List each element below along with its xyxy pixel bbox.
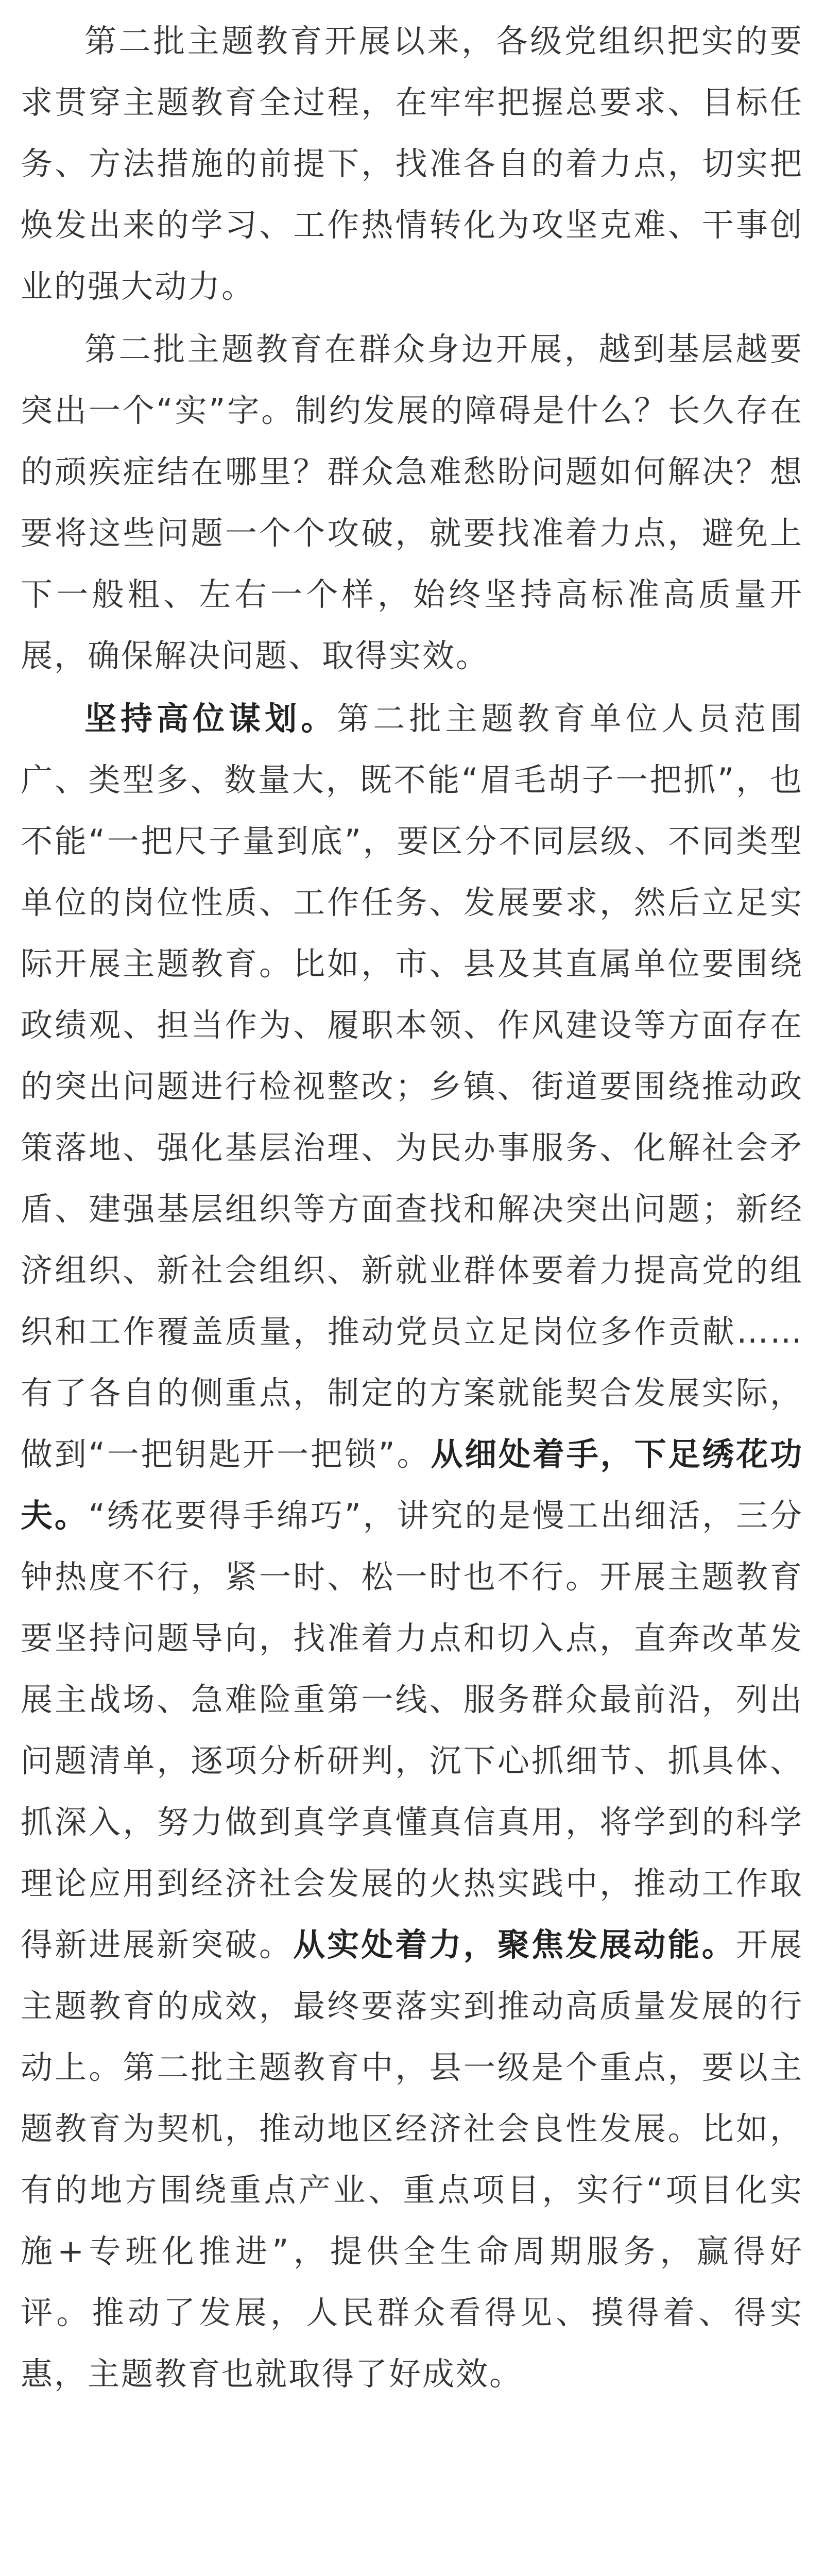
paragraph-text: “绣花要得手绵巧”，讲究的是慢工出细活，三分钟热度不行，紧一时、松一时也不行。开展主题教育要坚持问题导向，找准着力点和切入点，直奔改革发展主战场、急难险重第一线、服务群众最前沿，列出问题清单，逐项分析研判，沉下心抓细节、抓具体、抓深入，努力做到真学真懂真信真用，将学到的科学理论应用到经济社会发展的火热实践中，推动工作取得新进展新突破。 [21,1497,803,1963]
bold-heading: 从细处着手，下足绣花功夫。 [21,1435,803,1534]
article-paragraph [21,318,803,686]
paragraph-text: 第二批主题教育单位人员范围广、类型多、数量大，既不能“眉毛胡子一把抓”，也不能“一把尺子量到底”，要区分不同层级、不同类型单位的岗位性质、工作任务、发展要求，然后立足实际开展主题教育。比如，市、县及其直属单位要围绕政绩观、担当作为、履职本领、作风建设等方面存在的突出问题进行检视整改；乡镇、街道要围绕推动政策落地、强化基层治理、为民办事服务、化解社会矛盾、建强基层组织等方面查找和解决突出问题；新经济组织、新社会组织、新就业群体要着力提高党的组织和工作覆盖质量，推动党员立足岗位多作贡献……有了各自的侧重点，制定的方案就能契合发展实际，做到“一把钥匙开一把锁”。 [21,700,803,1473]
article-paragraph [21,688,803,2404]
paragraph-text: 第二批主题教育在群众身边开展，越到基层越要突出一个“实”字。制约发展的障碍是什么？长久存在的顽疾症结在哪里？群众急难愁盼问题如何解决？想要将这些问题一个个攻破，就要找准着力点，避免上下一般粗、左右一个样，始终坚持高标准高质量开展，确保解决问题、取得实效。 [21,330,803,674]
bold-heading: 坚持高位谋划。 [84,700,337,737]
article-body [21,10,803,2406]
bold-heading: 从实处着力，聚焦发展动能。 [293,1926,736,1963]
article-paragraph [21,10,803,317]
paragraph-text: 第二批主题教育开展以来，各级党组织把实的要求贯穿主题教育全过程，在牢牢把握总要求、目标任务、方法措施的前提下，找准各自的着力点，切实把焕发出来的学习、工作热情转化为攻坚克难、干事创业的强大动力。 [21,22,803,305]
paragraph-text: 开展主题教育的成效，最终要落实到推动高质量发展的行动上。第二批主题教育中，县一级是个重点，要以主题教育为契机，推动地区经济社会良性发展。比如，有的地方围绕重点产业、重点项目，实行“项目化实施+专班化推进”，提供全生命周期服务，赢得好评。推动了发展，人民群众看得见、摸得着、得实惠，主题教育也就取得了好成效。 [21,1926,803,2393]
